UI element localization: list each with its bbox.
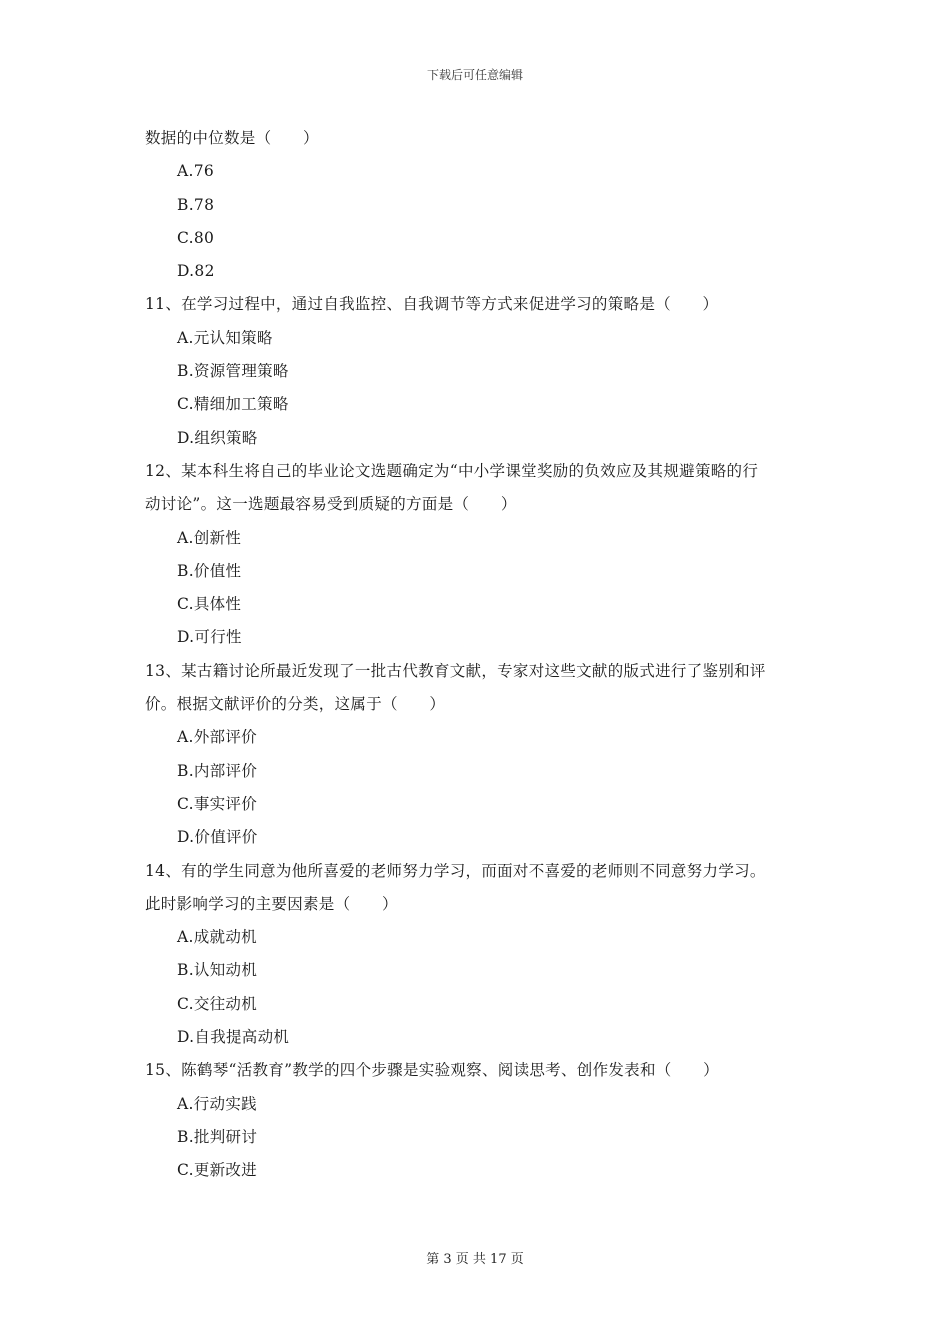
answer-option: C.交往动机: [177, 994, 258, 1013]
answer-option: B.批判研讨: [177, 1127, 258, 1146]
answer-option: D.价值评价: [177, 828, 258, 847]
answer-option: C.事实评价: [177, 794, 258, 813]
page-footer: 第 3 页 共 17 页: [426, 1252, 524, 1267]
answer-option: A.76: [177, 162, 215, 181]
answer-option: C.具体性: [177, 595, 242, 614]
answer-option: A.外部评价: [177, 728, 257, 747]
answer-option: D.可行性: [177, 628, 242, 647]
page-header: 下载后可任意编辑: [426, 68, 523, 82]
answer-option: B.认知动机: [177, 961, 258, 980]
question-stem-line: 13、某古籍讨论所最近发现了一批古代教育文献，专家对这些文献的版式进行了鉴别和评: [145, 661, 766, 680]
question-stem-line: 14、有的学生同意为他所喜爱的老师努力学习，而面对不喜爱的老师则不同意努力学习。: [145, 861, 766, 880]
answer-option: A.成就动机: [177, 928, 257, 947]
answer-option: B.价值性: [177, 561, 242, 580]
question-stem-line: 15、陈鹤琴“活教育”教学的四个步骤是实验观察、阅读思考、创作发表和（ ）: [145, 1061, 719, 1080]
answer-option: C.80: [177, 228, 215, 247]
answer-option: C.更新改进: [177, 1161, 258, 1180]
answer-option: D.82: [177, 262, 215, 281]
answer-option: C.精细加工策略: [177, 395, 289, 414]
question-stem-line: 此时影响学习的主要因素是（ ）: [145, 894, 398, 913]
question-content: [145, 122, 815, 1188]
question-stem-line: 12、某本科生将自己的毕业论文选题确定为“中小学课堂奖励的负效应及其规避策略的行: [145, 461, 759, 480]
question-stem-line: 动讨论”。这一选题最容易受到质疑的方面是（ ）: [145, 495, 517, 514]
answer-option: A.创新性: [177, 528, 242, 547]
answer-option: A.行动实践: [177, 1094, 257, 1113]
question-stem-line: 数据的中位数是（ ）: [145, 129, 319, 147]
answer-option: B.资源管理策略: [177, 362, 289, 381]
answer-option: D.组织策略: [177, 428, 258, 447]
question-stem-line: 价。根据文献评价的分类，这属于（ ）: [145, 695, 446, 714]
answer-option: D.自我提高动机: [177, 1028, 290, 1047]
answer-option: A.元认知策略: [177, 328, 273, 347]
answer-option: B.78: [177, 195, 215, 214]
question-stem-line: 11、在学习过程中，通过自我监控、自我调节等方式来促进学习的策略是（ ）: [145, 295, 719, 314]
answer-option: B.内部评价: [177, 761, 258, 780]
